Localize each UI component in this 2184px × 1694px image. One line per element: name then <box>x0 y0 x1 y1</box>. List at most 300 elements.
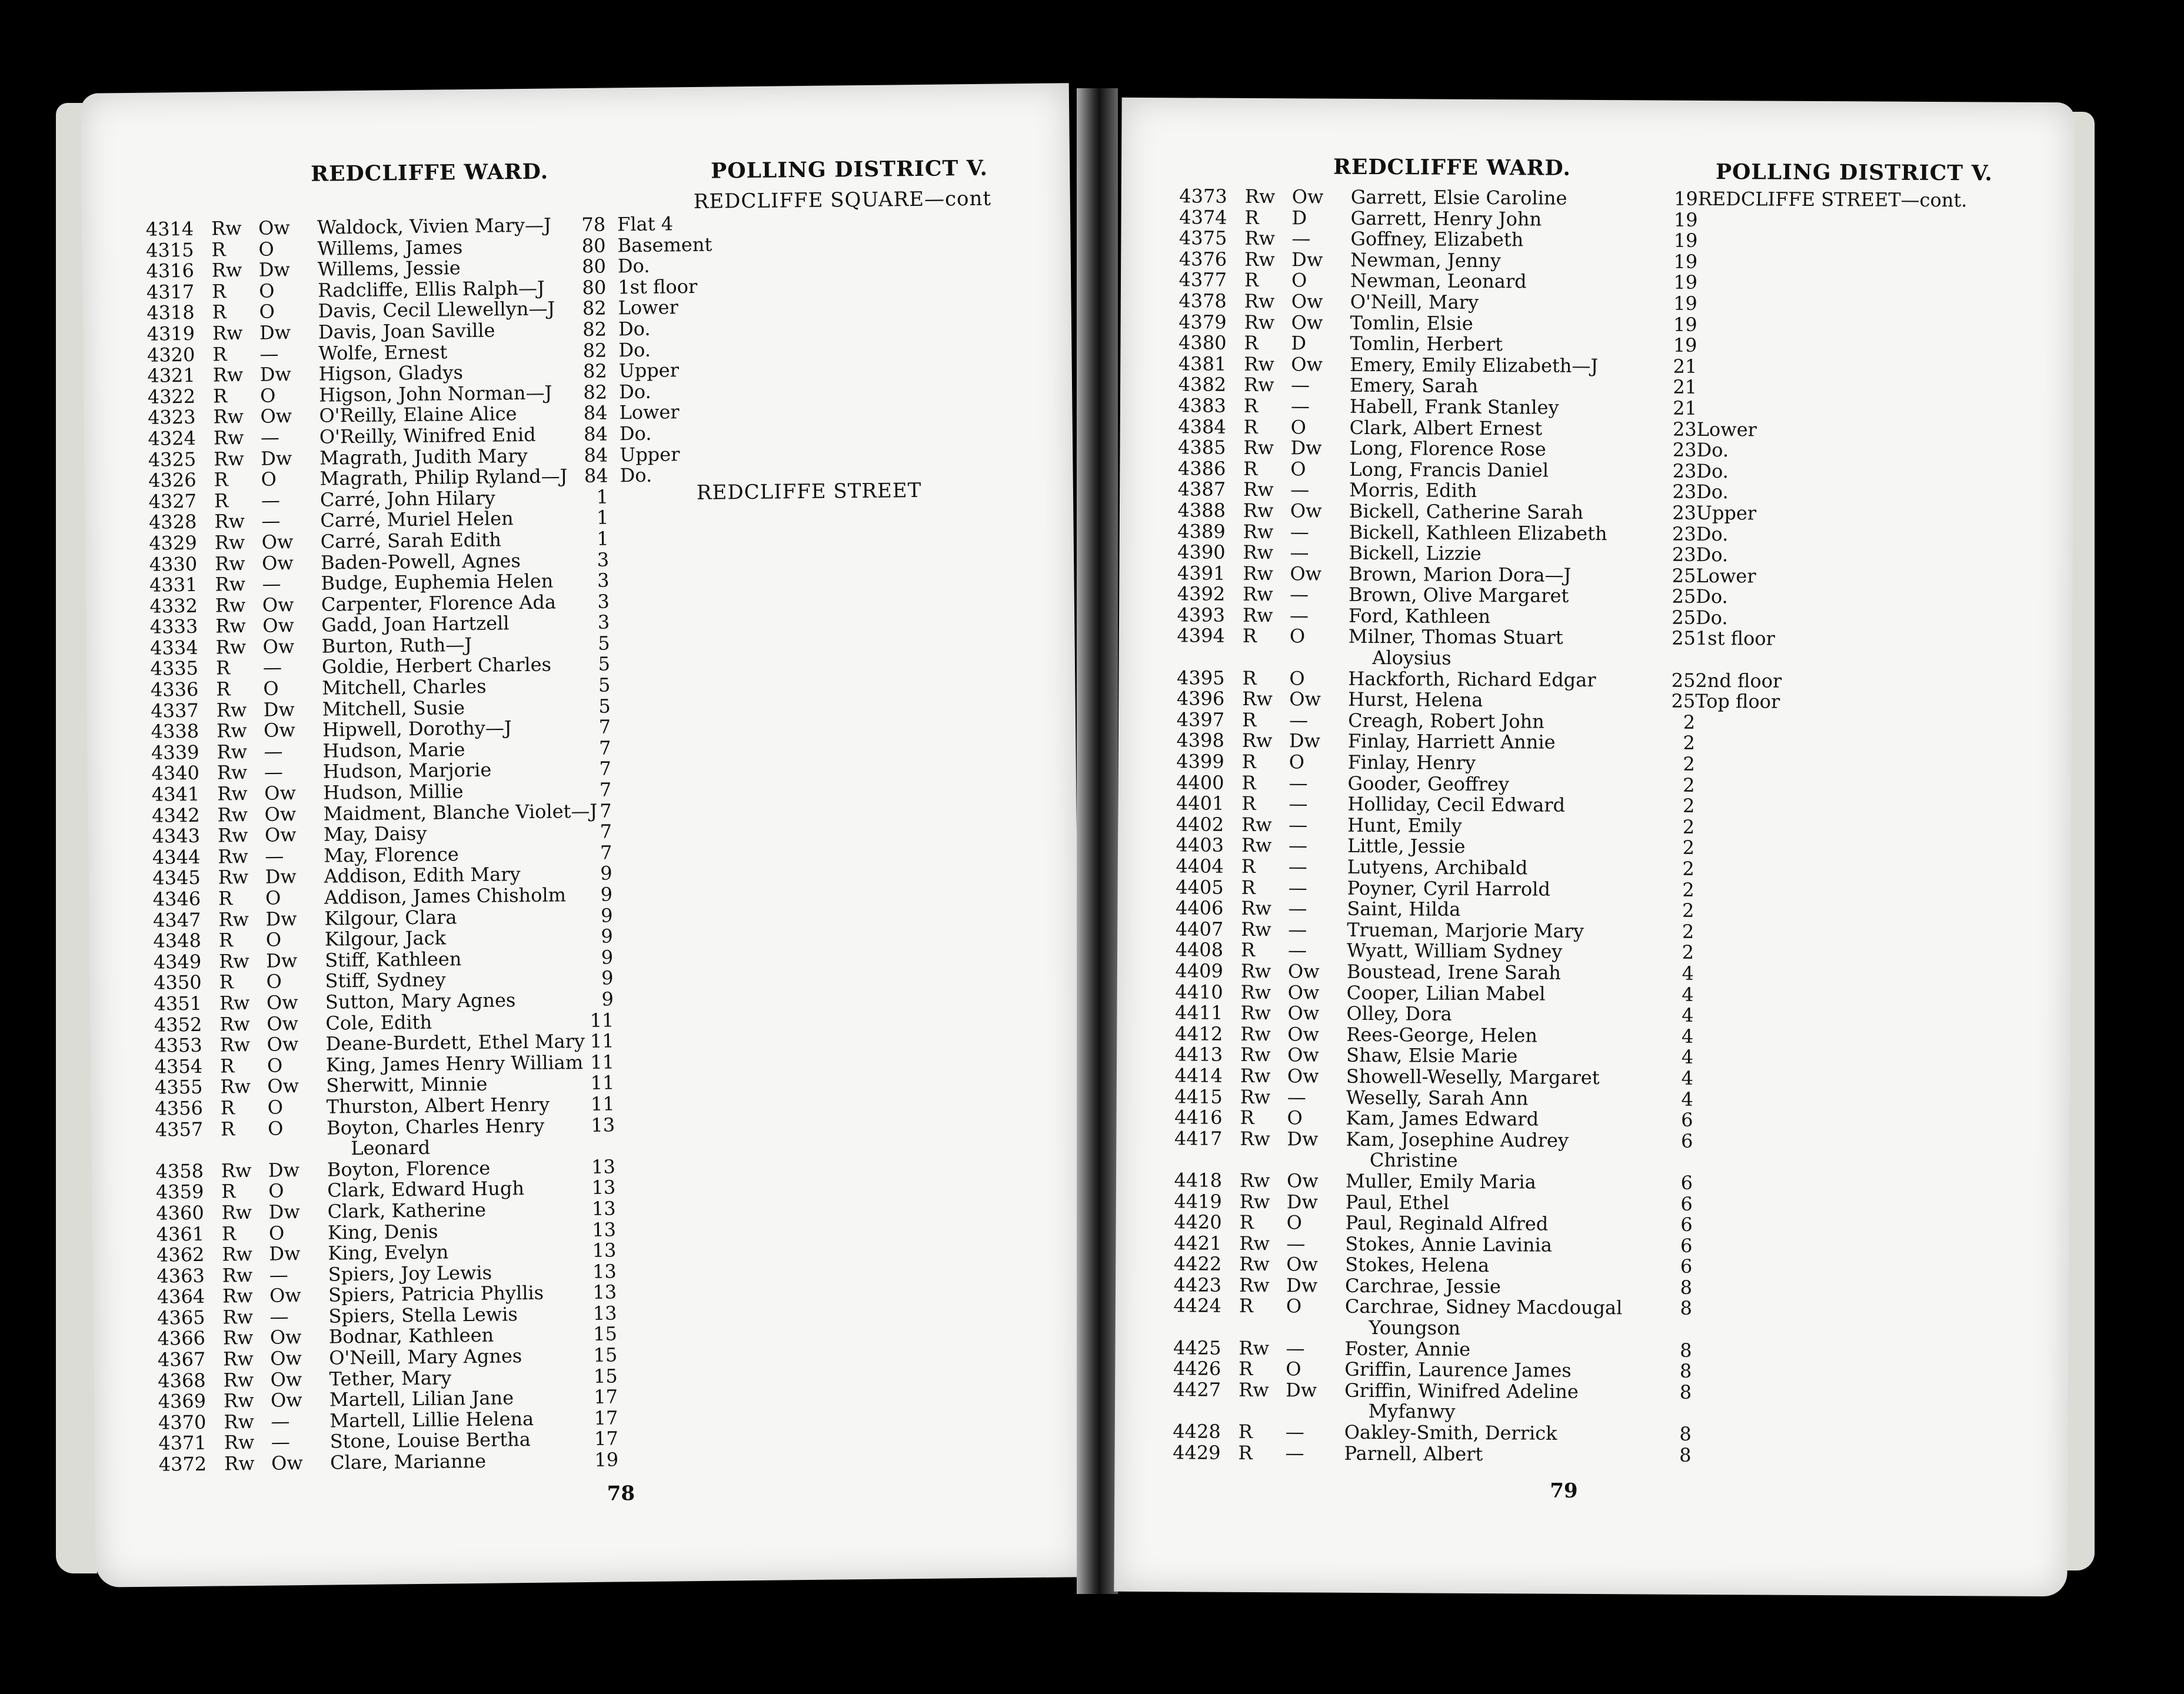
qualification-code: R <box>212 385 228 408</box>
qualification-code: Rw <box>1244 352 1274 375</box>
elector-name: Davis, Cecil Llewellyn—J <box>318 297 555 323</box>
elector-name: Boyton, Charles Henry <box>326 1114 545 1139</box>
occupation-code: Ow <box>269 1326 302 1349</box>
occupation-code: — <box>262 656 282 679</box>
house-number: 84 <box>583 401 608 425</box>
elector-name: Budge, Euphemia Helen <box>321 569 554 595</box>
elector-name: Bickell, Lizzie <box>1349 541 1481 565</box>
house-number: 8 <box>1680 1297 1692 1320</box>
occupation-code: Ow <box>264 823 297 846</box>
occupation-code: Ow <box>1290 562 1322 585</box>
qualification-code: Rw <box>1239 1253 1270 1276</box>
qualification-code: R <box>1240 1106 1254 1129</box>
entry-number: 4387 <box>1177 478 1226 501</box>
entry-number: 4351 <box>154 992 202 1015</box>
entry-number: 4316 <box>146 259 195 282</box>
elector-name: Stiff, Kathleen <box>325 947 462 972</box>
entry-number: 4410 <box>1175 980 1223 1003</box>
occupation-code: Ow <box>1290 499 1322 522</box>
entry-number: 4359 <box>155 1181 204 1203</box>
entry-number: 4338 <box>151 720 199 743</box>
elector-name: Creagh, Robert John <box>1348 709 1544 733</box>
qualification-code: Rw <box>1244 374 1274 396</box>
address-note: Do. <box>1696 439 1729 462</box>
qualification-code: R <box>218 887 233 910</box>
address-note: Do. <box>1696 585 1728 608</box>
elector-name: Gooder, Geoffrey <box>1347 772 1510 795</box>
elector-name: Brown, Marion Dora—J <box>1349 562 1572 586</box>
entry-number: 4323 <box>147 406 196 429</box>
qualification-code: Rw <box>222 1305 254 1329</box>
qualification-code: Rw <box>216 698 247 722</box>
house-number: 11 <box>590 1092 615 1115</box>
address-note: Lower <box>1696 418 1757 441</box>
occupation-code: Ow <box>1291 290 1323 313</box>
house-number: 7 <box>599 778 612 801</box>
house-number: 8 <box>1679 1443 1692 1466</box>
house-number: 2 <box>1683 752 1695 775</box>
entry-number: 4356 <box>155 1096 204 1120</box>
house-number: 2 <box>1682 836 1695 859</box>
occupation-code: Ow <box>1291 311 1323 334</box>
house-number: 5 <box>598 695 611 718</box>
house-number: 9 <box>600 862 612 885</box>
book-gutter <box>1077 88 1118 1594</box>
occupation-code: — <box>1289 813 1308 836</box>
house-number: 17 <box>594 1427 618 1450</box>
occupation-code: Ow <box>1286 1253 1319 1276</box>
house-number: 82 <box>582 339 607 362</box>
occupation-code: Ow <box>1287 1023 1320 1046</box>
qualification-code: Rw <box>1241 897 1272 920</box>
entry-number: 4339 <box>151 741 199 764</box>
qualification-code: Rw <box>222 1326 254 1349</box>
entry-number: 4406 <box>1175 896 1224 919</box>
elector-name: Kilgour, Clara <box>324 905 457 930</box>
elector-name: Tomlin, Herbert <box>1350 332 1503 356</box>
elector-name: Tether, Mary <box>329 1366 452 1390</box>
occupation-code: — <box>1289 792 1308 815</box>
house-number: 23 <box>1672 480 1697 503</box>
qualification-code: R <box>1244 206 1259 229</box>
address-note: Top floor <box>1695 690 1780 713</box>
occupation-code: Dw <box>1291 248 1323 271</box>
house-number: 2 <box>1682 941 1694 964</box>
entry-number: 4383 <box>1178 394 1227 417</box>
house-number: 9 <box>601 966 614 990</box>
house-number: 17 <box>594 1406 618 1429</box>
occupation-code: Ow <box>271 1452 303 1475</box>
qualification-code: Rw <box>218 866 249 889</box>
qualification-code: Rw <box>216 719 247 742</box>
qualification-code: Rw <box>1240 981 1271 1003</box>
address-note: REDCLIFFE STREET—cont. <box>1697 187 1967 212</box>
house-number: 19 <box>1673 334 1697 357</box>
right-page-number: 79 <box>1550 1479 1578 1503</box>
house-number: 2 <box>1682 795 1695 818</box>
elector-name: Long, Florence Rose <box>1349 436 1546 461</box>
house-number: 82 <box>582 359 607 383</box>
elector-name: O'Neill, Mary Agnes <box>329 1345 522 1369</box>
occupation-code: Ow <box>261 551 294 575</box>
elector-name: Poyner, Cyril Harrold <box>1347 876 1551 901</box>
occupation-code: O <box>268 1221 285 1245</box>
elector-name: Mitchell, Charles <box>322 675 487 699</box>
house-number: 13 <box>591 1176 616 1199</box>
qualification-code: Rw <box>1244 227 1275 250</box>
elector-name: Spiers, Joy Lewis <box>328 1261 492 1286</box>
qualification-code: R <box>1239 1295 1254 1318</box>
elector-name: King, Denis <box>327 1220 438 1244</box>
qualification-code: Rw <box>1241 918 1271 941</box>
entry-number: 4340 <box>151 762 200 785</box>
occupation-code: Dw <box>1286 1274 1318 1297</box>
qualification-code: Rw <box>213 426 244 449</box>
house-number: 6 <box>1680 1192 1693 1215</box>
house-number: 19 <box>1673 208 1698 231</box>
qualification-code: R <box>1243 457 1258 480</box>
house-number: 21 <box>1673 396 1697 419</box>
qualification-code: R <box>1241 792 1256 815</box>
occupation-code: — <box>1290 520 1309 543</box>
elector-name: Stiff, Sydney <box>325 968 446 992</box>
house-number: 6 <box>1680 1171 1693 1194</box>
occupation-code: O <box>265 928 282 951</box>
elector-name: Spiers, Stella Lewis <box>328 1303 518 1328</box>
house-number: 4 <box>1682 962 1694 985</box>
occupation-code: O <box>1286 1295 1302 1318</box>
house-number: 82 <box>582 296 607 320</box>
house-number: 80 <box>581 234 606 257</box>
qualification-code: R <box>218 929 234 952</box>
elector-name: Shaw, Elsie Marie <box>1346 1044 1518 1068</box>
qualification-code: Rw <box>1240 1002 1271 1025</box>
house-number: 11 <box>590 1051 615 1073</box>
entry-number: 4381 <box>1178 352 1227 375</box>
entry-number: 4407 <box>1175 918 1224 941</box>
house-number: 2 <box>1683 773 1695 796</box>
elector-name: Bickell, Kathleen Elizabeth <box>1349 521 1607 545</box>
occupation-code: O <box>266 970 282 993</box>
qualification-code: Rw <box>1240 1022 1271 1045</box>
left-district-header: POLLING DISTRICT V. <box>710 155 988 184</box>
entry-number: 4324 <box>148 426 197 450</box>
elector-name: Rees-George, Helen <box>1346 1023 1538 1047</box>
entry-number: 4384 <box>1178 415 1226 438</box>
elector-name: Aloysius <box>1348 646 1451 669</box>
qualification-code: Rw <box>1244 185 1276 208</box>
entry-number: 4350 <box>153 971 202 995</box>
house-number: 2 <box>1682 857 1694 880</box>
elector-name: Weselly, Sarah Ann <box>1346 1086 1529 1109</box>
entry-number: 4367 <box>157 1348 206 1371</box>
elector-name: Magrath, Philip Ryland—J <box>319 465 568 490</box>
house-number: 80 <box>582 276 607 299</box>
elector-name: Carré, Sarah Edith <box>320 528 502 553</box>
house-number: 13 <box>592 1280 617 1304</box>
elector-name: Newman, Leonard <box>1350 269 1527 293</box>
house-number: 11 <box>590 1029 614 1053</box>
elector-name: Waldock, Vivien Mary—J <box>317 214 552 239</box>
elector-name: Carchrae, Jessie <box>1344 1274 1502 1298</box>
qualification-code: Rw <box>220 1075 251 1098</box>
occupation-code: O <box>1286 1211 1302 1234</box>
entry-number: 4341 <box>151 782 200 806</box>
house-number: 7 <box>598 715 611 738</box>
occupation-code: — <box>264 740 283 763</box>
entry-number: 4408 <box>1175 938 1224 962</box>
elector-name: Kilgour, Jack <box>324 926 447 951</box>
address-note: Do. <box>619 422 652 445</box>
address-note: Basement <box>617 233 713 256</box>
right-page <box>1114 98 2075 1596</box>
elector-name: Carpenter, Florence Ada <box>321 591 557 616</box>
elector-name: Cole, Edith <box>325 1011 432 1035</box>
elector-name: Willems, Jessie <box>317 256 461 281</box>
occupation-code: Ow <box>1287 1002 1320 1025</box>
entry-number: 4389 <box>1177 519 1226 543</box>
house-number: 13 <box>591 1113 615 1136</box>
occupation-code: Ow <box>1289 688 1321 711</box>
house-number: 8 <box>1679 1360 1692 1383</box>
occupation-code: — <box>264 761 284 784</box>
qualification-code: Rw <box>214 447 244 471</box>
qualification-code: Rw <box>218 908 249 931</box>
qualification-code: R <box>214 468 228 491</box>
house-number: 15 <box>593 1365 618 1388</box>
occupation-code: O <box>1286 1358 1301 1380</box>
qualification-code: Rw <box>1244 289 1275 313</box>
entry-number: 4397 <box>1176 708 1225 731</box>
elector-name: Wolfe, Ernest <box>318 340 448 365</box>
elector-name: Griffin, Winifred Adeline <box>1344 1379 1579 1403</box>
occupation-code: — <box>261 509 281 532</box>
occupation-code: — <box>1289 771 1308 795</box>
entry-number: 4422 <box>1173 1252 1222 1275</box>
house-number: 2 <box>1683 732 1696 755</box>
house-number: 4 <box>1682 1003 1694 1027</box>
elector-name: Newman, Jenny <box>1350 248 1502 272</box>
occupation-code: — <box>1290 395 1310 418</box>
elector-name: Kam, Josephine Audrey <box>1346 1128 1569 1152</box>
elector-name: Carré, John Hilary <box>319 486 495 511</box>
entry-number: 4419 <box>1174 1189 1222 1213</box>
address-note: Do. <box>1696 481 1729 503</box>
right-entries-list <box>1144 186 2045 1468</box>
address-note: 2nd floor <box>1695 669 1782 692</box>
elector-name: Cooper, Lilian Mabel <box>1346 981 1546 1005</box>
occupation-code: Ow <box>270 1347 302 1370</box>
elector-name: Higson, Gladys <box>318 361 464 385</box>
occupation-code: O <box>261 468 277 491</box>
qualification-code: Rw <box>224 1410 255 1433</box>
occupation-code: Dw <box>265 907 297 931</box>
elector-name: Boyton, Florence <box>327 1156 491 1181</box>
occupation-code: Dw <box>268 1158 300 1182</box>
occupation-code: Ow <box>1291 185 1324 208</box>
elector-name: Myfanwy <box>1344 1400 1456 1423</box>
elector-name: O'Reilly, Winifred Enid <box>319 423 536 448</box>
occupation-code: Ow <box>1287 981 1320 1004</box>
qualification-code: Rw <box>212 321 243 345</box>
elector-name: Paul, Ethel <box>1345 1191 1450 1214</box>
entry-number: 4353 <box>154 1033 202 1057</box>
elector-name: Finlay, Harriett Annie <box>1347 730 1556 754</box>
entry-number: 4391 <box>1177 561 1226 585</box>
entry-number: 4349 <box>153 950 202 973</box>
elector-name: Spiers, Patricia Phyllis <box>328 1282 544 1306</box>
entry-number: 4317 <box>146 280 195 304</box>
house-number: 4 <box>1681 1088 1693 1111</box>
qualification-code: Rw <box>224 1431 255 1454</box>
right-district-header: POLLING DISTRICT V. <box>1715 159 1993 186</box>
qualification-code: R <box>221 1222 237 1245</box>
entry-number: 4405 <box>1176 875 1224 899</box>
address-note: Do. <box>1696 522 1729 545</box>
occupation-code: Ow <box>1287 960 1320 983</box>
elector-name: Emery, Sarah <box>1350 374 1479 398</box>
elector-name: Habell, Frank Stanley <box>1349 395 1559 419</box>
entry-number: 4379 <box>1178 310 1227 334</box>
entry-number: 4357 <box>155 1118 204 1141</box>
entry-number: 4355 <box>154 1076 203 1099</box>
entry-number: 4343 <box>152 825 201 848</box>
address-note: Do. <box>620 463 652 487</box>
elector-name: Saint, Hilda <box>1347 897 1461 921</box>
elector-name: Sutton, Mary Agnes <box>325 989 516 1013</box>
house-number: 19 <box>1673 229 1698 252</box>
elector-name: Davis, Joan Saville <box>318 319 495 344</box>
entry-number: 4363 <box>157 1264 205 1288</box>
address-note: 1st floor <box>618 275 698 299</box>
occupation-code: O <box>259 384 276 407</box>
qualification-code: Rw <box>1243 541 1274 564</box>
occupation-code: Ow <box>264 802 297 826</box>
occupation-code: — <box>1285 1420 1304 1443</box>
elector-name: Muller, Emily Maria <box>1345 1169 1536 1193</box>
house-number: 8 <box>1680 1339 1692 1362</box>
entry-number: 4385 <box>1178 436 1226 459</box>
qualification-code: R <box>212 342 227 366</box>
qualification-code: R <box>1242 666 1257 689</box>
qualification-code: Rw <box>224 1452 255 1475</box>
house-number: 7 <box>600 799 612 822</box>
qualification-code: Rw <box>1243 436 1274 459</box>
house-number: 21 <box>1673 376 1697 399</box>
qualification-code: Rw <box>215 573 246 596</box>
elector-name: Brown, Olive Margaret <box>1349 583 1569 608</box>
elector-name: Paul, Reginald Alfred <box>1345 1211 1549 1235</box>
occupation-code: Ow <box>267 1033 299 1056</box>
entry-number: 4368 <box>158 1369 206 1392</box>
occupation-code: Dw <box>258 258 291 281</box>
entry-number: 4390 <box>1177 541 1226 563</box>
elector-name: O'Neill, Mary <box>1350 290 1479 314</box>
house-number: 5 <box>598 632 610 655</box>
register-entry-row <box>1144 1442 2039 1468</box>
qualification-code: R <box>1238 1441 1253 1464</box>
entry-number: 4412 <box>1174 1022 1223 1045</box>
house-number: 84 <box>583 422 608 445</box>
qualification-code: Rw <box>1240 1085 1271 1108</box>
elector-name: Higson, John Norman—J <box>318 381 552 406</box>
occupation-code: Ow <box>262 635 295 658</box>
occupation-code: Dw <box>259 321 291 344</box>
qualification-code: Rw <box>223 1389 254 1412</box>
entry-number: 4414 <box>1174 1064 1223 1087</box>
occupation-code: — <box>1288 918 1307 941</box>
occupation-code: O <box>268 1179 284 1202</box>
occupation-code: O <box>267 1054 283 1077</box>
qualification-code: Rw <box>1241 834 1272 857</box>
elector-name: May, Florence <box>324 843 459 867</box>
qualification-code: R <box>1241 876 1256 899</box>
qualification-code: Rw <box>1239 1190 1270 1213</box>
entry-number: 4395 <box>1176 666 1225 689</box>
occupation-code: Ow <box>262 614 295 637</box>
house-number: 82 <box>582 318 607 341</box>
elector-name: Hipwell, Dorothy—J <box>322 716 512 741</box>
left-page-number: 78 <box>607 1482 635 1506</box>
occupation-code: Dw <box>1286 1190 1318 1213</box>
house-number: 25 <box>1672 585 1696 608</box>
elector-name: Finlay, Henry <box>1347 751 1476 774</box>
occupation-code: — <box>269 1305 289 1328</box>
entry-number: 4346 <box>152 887 201 911</box>
qualification-code: R <box>1244 269 1259 292</box>
qualification-code: R <box>1243 394 1259 417</box>
entry-number: 4392 <box>1177 582 1226 605</box>
entry-number: 4428 <box>1173 1420 1221 1443</box>
qualification-code: R <box>1241 750 1256 773</box>
qualification-code: Rw <box>1240 959 1271 983</box>
house-number: 5 <box>598 673 611 696</box>
qualification-code: R <box>220 1096 235 1119</box>
elector-name: Radcliffe, Ellis Ralph—J <box>318 276 545 302</box>
qualification-code: R <box>211 238 226 261</box>
occupation-code: Dw <box>265 865 297 889</box>
occupation-code: Ow <box>1287 1043 1319 1066</box>
qualification-code: Rw <box>1241 813 1272 836</box>
house-number: 3 <box>597 548 610 571</box>
occupation-code: Ow <box>267 1012 299 1035</box>
qualification-code: Rw <box>213 405 244 428</box>
elector-name: Hudson, Marie <box>322 738 465 762</box>
house-number: 19 <box>594 1448 619 1471</box>
elector-name: Burton, Ruth—J <box>321 633 472 658</box>
house-number: 23 <box>1672 459 1697 482</box>
elector-name: Emery, Emily Elizabeth—J <box>1350 353 1599 377</box>
house-number: 23 <box>1672 543 1696 566</box>
house-number: 4 <box>1681 1025 1694 1048</box>
entry-number: 4404 <box>1176 855 1224 878</box>
qualification-code: Rw <box>219 949 249 973</box>
elector-name: Stone, Louise Bertha <box>329 1428 531 1453</box>
elector-name: Showell-Weselly, Margaret <box>1346 1065 1600 1089</box>
elector-name: King, Evelyn <box>328 1241 449 1265</box>
entry-number: 4378 <box>1178 289 1227 312</box>
house-number: 19 <box>1673 250 1698 273</box>
house-number: 1 <box>596 506 609 529</box>
qualification-code: Rw <box>217 782 248 805</box>
entry-number: 4399 <box>1176 750 1224 773</box>
house-number: 6 <box>1680 1234 1693 1257</box>
qualification-code: Rw <box>1239 1336 1270 1359</box>
elector-name: Baden-Powell, Agnes <box>320 549 521 574</box>
qualification-code: R <box>1238 1420 1253 1443</box>
house-number: 7 <box>599 757 612 781</box>
qualification-code: Rw <box>217 824 248 847</box>
